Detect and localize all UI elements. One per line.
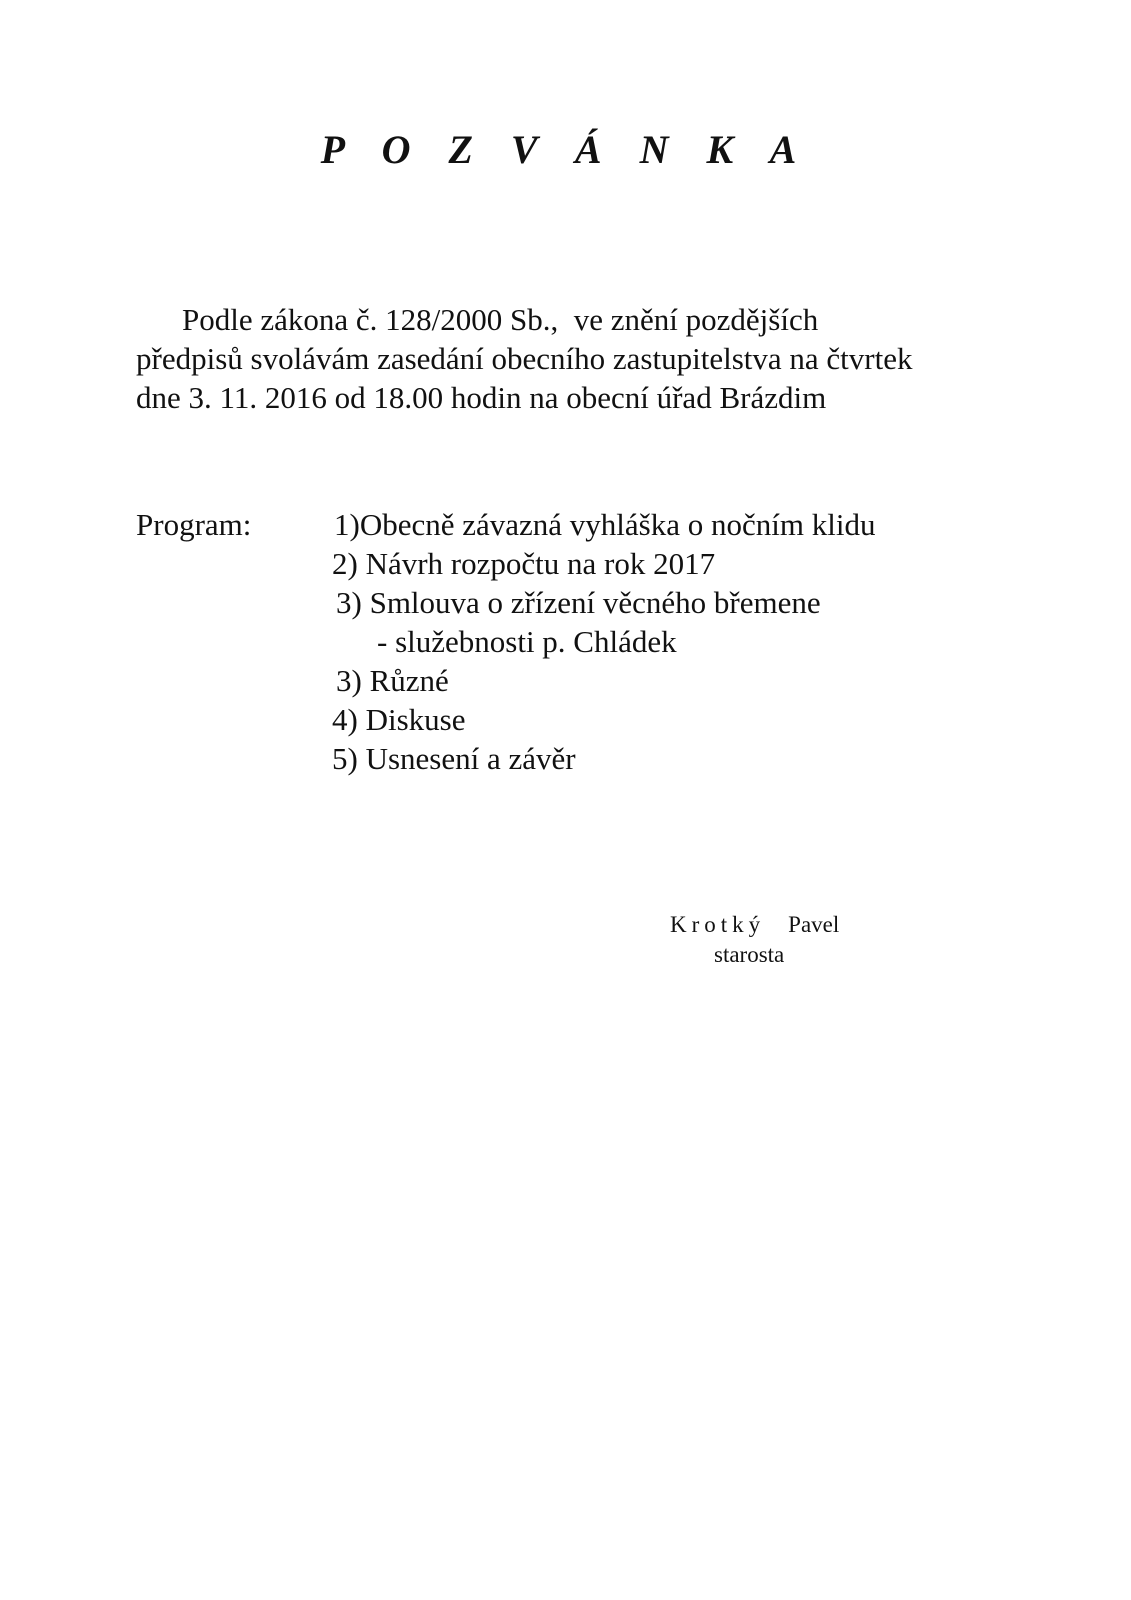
agenda-item: 2) Návrh rozpočtu na rok 2017 [332, 546, 716, 581]
agenda-item: 4) Diskuse [332, 702, 466, 737]
intro-line: předpisů svolávám zasedání obecního zastupitelstva na čtvrtek [136, 341, 913, 376]
signature-name [670, 910, 839, 940]
signature-surname: Krotký [670, 912, 766, 937]
agenda-item: 5) Usnesení a závěr [332, 741, 576, 776]
signature-block [670, 910, 839, 970]
intro-line: dne 3. 11. 2016 od 18.00 hodin na obecní úřad Brázdim [136, 380, 827, 415]
signature-role: starosta [714, 942, 785, 967]
agenda-item: 3) Smlouva o zřízení věcného břemene [336, 585, 821, 620]
program-label: Program: [136, 507, 252, 542]
agenda-item: 3) Různé [336, 663, 449, 698]
agenda-item: 1)Obecně závazná vyhláška o nočním klidu [334, 507, 876, 542]
agenda-item-continuation: - služebnosti p. Chládek [377, 624, 677, 659]
intro-line: Podle zákona č. 128/2000 Sb., ve znění pozdějších [182, 302, 819, 337]
intro-paragraph [136, 300, 1036, 417]
signature-first-name: Pavel [788, 912, 840, 937]
document-title: P O Z V Á N K A [320, 127, 811, 172]
